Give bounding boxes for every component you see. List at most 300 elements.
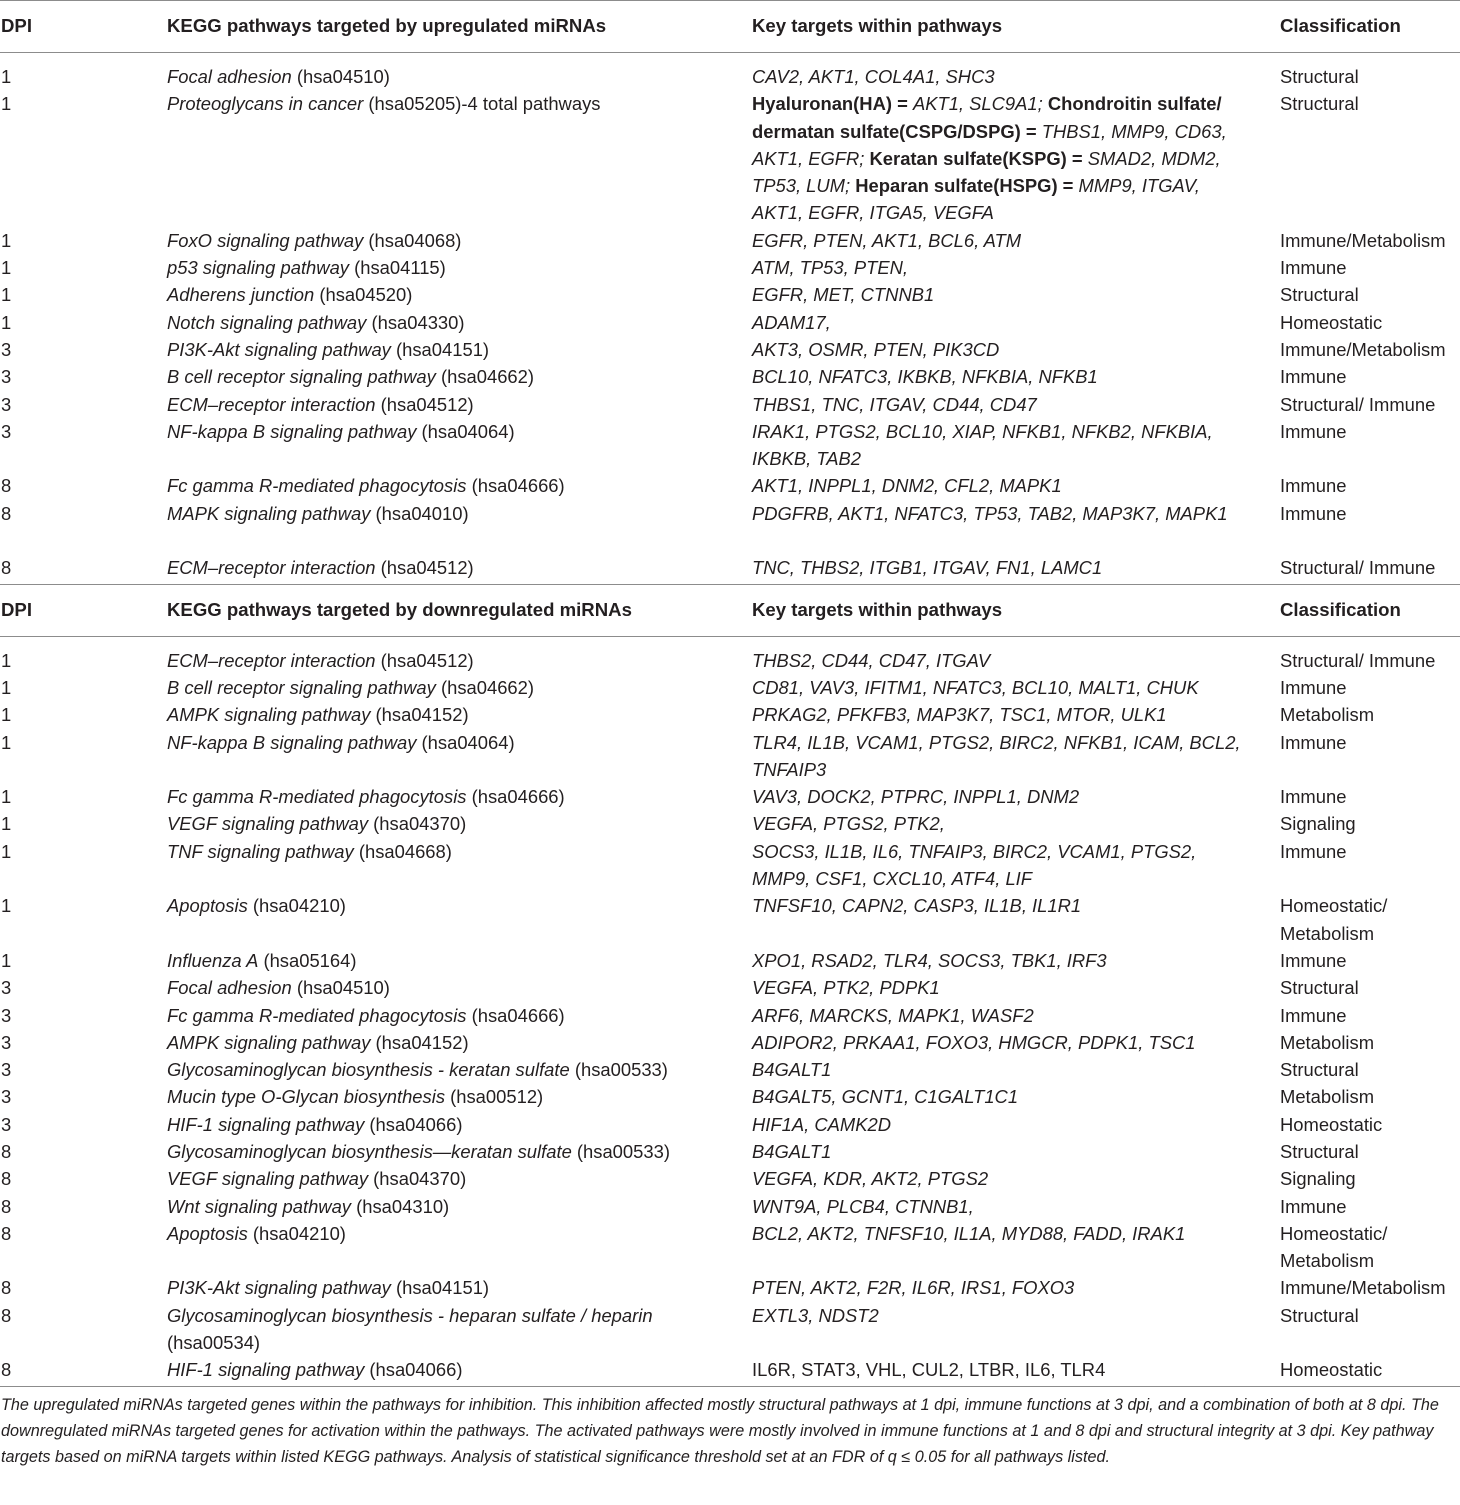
pathway-code: (hsa00512): [445, 1086, 544, 1108]
pathway-cell: [167, 1356, 462, 1383]
dpi-cell: 1: [1, 66, 12, 87]
pathway-code: (hsa04370): [368, 1168, 467, 1190]
downregulated-section: [0, 637, 1460, 1386]
key-targets-cell: [752, 647, 1252, 674]
table-row: [0, 391, 1460, 418]
pathway-cell: [167, 391, 474, 418]
classification-cell: Immune/Metabolism: [1280, 338, 1446, 360]
pathway-name: HIF-1 signaling pathway: [167, 1113, 365, 1135]
pathway-name: ECM–receptor interaction: [167, 557, 376, 579]
pathway-code: (hsa04330): [366, 311, 465, 333]
pathway-cell: [167, 674, 534, 701]
key-targets-cell: [752, 336, 1252, 363]
pathway-cell: [167, 701, 469, 728]
pathway-code: (hsa00534): [167, 1332, 261, 1354]
pathway-name: AMPK signaling pathway: [167, 704, 371, 726]
classification-cell: Homeostatic: [1280, 1359, 1383, 1381]
dpi-cell: 8: [1, 1168, 12, 1190]
pathway-name: Glycosaminoglycan biosynthesis - keratan sulfate: [167, 1059, 570, 1081]
target-genes: TNC, THBS2, ITGB1, ITGAV, FN1, LAMC1: [752, 557, 1103, 579]
header-dpi: DPI: [1, 598, 32, 620]
dpi-cell: 8: [1, 1222, 12, 1244]
classification-cell: Immune: [1280, 676, 1347, 698]
dpi-cell: 8: [1, 1195, 12, 1217]
target-genes: ARF6, MARCKS, MAPK1, WASF2: [752, 1004, 1034, 1026]
pathway-code: (hsa04510): [291, 66, 390, 87]
key-targets-cell: [752, 1029, 1252, 1056]
key-targets-cell: [752, 227, 1252, 254]
classification-cell: Homeostatic/ Metabolism: [1280, 895, 1388, 944]
pathway-cell: [167, 227, 461, 254]
pathway-name: NF-kappa B signaling pathway: [167, 420, 417, 442]
dpi-cell: 1: [1, 813, 12, 835]
table-row: [0, 227, 1460, 254]
key-targets-cell: [752, 1220, 1252, 1247]
header-row-downregulated: [0, 585, 1460, 636]
table-row: [0, 810, 1460, 837]
classification-cell: Signaling: [1280, 813, 1356, 835]
pathway-name: Fc gamma R-mediated phagocytosis: [167, 1004, 467, 1026]
key-targets-cell: [752, 892, 1252, 919]
pathway-code: (hsa04115): [349, 257, 446, 279]
pathway-cell: [167, 1302, 653, 1357]
proteoglycan-type: Chondroitin sulfate/ dermatan sulfate(CSPG/DSPG) =: [752, 93, 1222, 142]
pathway-code: (hsa05164): [258, 949, 357, 971]
pathway-code: (hsa04068): [363, 229, 462, 251]
key-targets-cell: [752, 309, 1252, 336]
dpi-cell: 8: [1, 502, 12, 524]
key-targets-cell: [752, 554, 1252, 581]
pathway-cell: [167, 783, 565, 810]
key-targets-cell: [752, 1056, 1252, 1083]
pathway-name: PI3K-Akt signaling pathway: [167, 1277, 391, 1299]
target-genes: AKT1, INPPL1, DNM2, CFL2, MAPK1: [752, 475, 1062, 497]
target-genes: ATM, TP53, PTEN,: [752, 257, 909, 279]
pathway-cell: [167, 838, 452, 865]
dpi-cell: 3: [1, 1004, 12, 1026]
pathway-name: AMPK signaling pathway: [167, 1031, 371, 1053]
classification-cell: Immune/Metabolism: [1280, 1277, 1446, 1299]
pathway-cell: [167, 281, 412, 308]
pathway-code: (hsa04520): [314, 284, 413, 306]
dpi-cell: 3: [1, 977, 12, 999]
pathway-cell: [167, 1165, 466, 1192]
classification-cell: Metabolism: [1280, 1086, 1375, 1108]
target-genes: B4GALT5, GCNT1, C1GALT1C1: [752, 1086, 1019, 1108]
pathway-code: (hsa04512): [375, 649, 474, 671]
dpi-cell: 1: [1, 840, 12, 862]
target-genes: EGFR, MET, CTNNB1: [752, 284, 935, 306]
key-targets-cell: [752, 1083, 1252, 1110]
target-genes: CD81, VAV3, IFITM1, NFATC3, BCL10, MALT1, CHUK: [752, 676, 1199, 698]
proteoglycan-type: Hyaluronan(HA) =: [752, 93, 913, 115]
pathway-cell: [167, 63, 390, 90]
classification-cell: Structural: [1280, 1141, 1359, 1162]
classification-cell: Immune: [1280, 1004, 1347, 1026]
table-row: [0, 1302, 1460, 1357]
pathway-code: (hsa05205)-4 total pathways: [363, 93, 601, 115]
classification-cell: Homeostatic/ Metabolism: [1280, 1222, 1388, 1272]
target-genes: VEGFA, KDR, AKT2, PTGS2: [752, 1168, 989, 1190]
pathway-cell: [167, 1002, 565, 1029]
pathway-code: (hsa04064): [416, 420, 515, 442]
table-row: [0, 838, 1460, 893]
pathway-code: (hsa04151): [390, 1277, 490, 1299]
pathway-cell: [167, 1029, 469, 1056]
pathway-name: Apoptosis: [167, 1222, 248, 1244]
dpi-cell: 3: [1, 1086, 12, 1108]
dpi-cell: 1: [1, 229, 12, 251]
classification-cell: Immune: [1280, 420, 1347, 442]
table-row: [0, 254, 1460, 281]
pathway-cell: [167, 90, 600, 117]
table-row: [0, 783, 1460, 810]
pathway-code: (hsa00533): [571, 1141, 670, 1162]
proteoglycan-type: Keratan sulfate(KSPG) =: [869, 147, 1088, 169]
dpi-cell: 1: [1, 93, 12, 115]
target-genes: B4GALT1: [752, 1059, 832, 1081]
target-genes: BCL10, NFATC3, IKBKB, NFKBIA, NFKB1: [752, 366, 1098, 388]
pathway-name: Influenza A: [167, 949, 259, 971]
table-row: [0, 974, 1460, 1001]
target-genes: THBS1, MMP9, CD63, AKT1, EGFR;: [752, 120, 1227, 169]
classification-cell: Metabolism: [1280, 704, 1375, 726]
key-targets-cell: [752, 63, 1252, 90]
pathway-code: (hsa04666): [466, 1004, 565, 1026]
target-genes: THBS1, TNC, ITGAV, CD44, CD47: [752, 393, 1037, 415]
pathway-cell: [167, 1111, 462, 1138]
key-targets-cell: [752, 391, 1252, 418]
target-genes: B4GALT1: [752, 1141, 832, 1162]
key-targets-cell: [752, 947, 1252, 974]
dpi-cell: 8: [1, 1304, 12, 1326]
table-row: [0, 1356, 1460, 1383]
target-genes: WNT9A, PLCB4, CTNNB1,: [752, 1195, 974, 1217]
classification-cell: Immune: [1280, 786, 1347, 808]
target-genes: THBS2, CD44, CD47, ITGAV: [752, 649, 991, 671]
table-row: [0, 1083, 1460, 1110]
key-targets-cell: [752, 363, 1252, 390]
key-targets-cell: [752, 500, 1252, 527]
dpi-cell: 3: [1, 1113, 12, 1135]
pathway-code: (hsa04662): [435, 676, 535, 698]
table-footnote: The upregulated miRNAs targeted genes within the pathways for inhibition. This inhibition affected mostly structural pathways at 1 dpi, immune functions at 3 dpi, and a combination of both at 8 dpi. The downregulated miRNAs targeted genes for activation within the pathways. The activated pathways were mostly involved in immune functions at 1 and 8 dpi and structural integrity at 3 dpi. Key pathway targets based on miRNA targets within listed KEGG pathways. Analysis of statistical significance threshold set at an FDR of q ≤ 0.05 for all pathways listed.: [1, 1395, 1439, 1467]
dpi-cell: 1: [1, 649, 12, 671]
pathway-name: Glycosaminoglycan biosynthesis—keratan sulfate: [167, 1141, 572, 1162]
pathway-code: (hsa04512): [375, 393, 474, 415]
dpi-cell: 1: [1, 949, 12, 971]
key-targets-cell: [752, 1274, 1252, 1301]
classification-cell: Immune: [1280, 1195, 1347, 1217]
classification-cell: Immune: [1280, 366, 1347, 388]
pathway-cell: [167, 947, 357, 974]
pathway-name: ECM–receptor interaction: [167, 649, 376, 671]
pathway-code: (hsa00533): [569, 1059, 668, 1081]
pathway-code: (hsa04510): [291, 977, 390, 999]
table-row: [0, 729, 1460, 784]
classification-cell: Metabolism: [1280, 1031, 1375, 1053]
classification-cell: Structural: [1280, 977, 1359, 999]
target-genes: ADIPOR2, PRKAA1, FOXO3, HMGCR, PDPK1, TSC1: [752, 1031, 1196, 1053]
target-genes: VAV3, DOCK2, PTPRC, INPPL1, DNM2: [752, 786, 1080, 808]
dpi-cell: 3: [1, 1031, 12, 1053]
pathway-name: B cell receptor signaling pathway: [167, 366, 436, 388]
pathway-name: Mucin type O-Glycan biosynthesis: [167, 1086, 446, 1108]
pathway-code: (hsa04151): [390, 338, 490, 360]
pathway-code: (hsa04066): [364, 1359, 463, 1381]
table-row: [0, 701, 1460, 728]
table-row: [0, 281, 1460, 308]
key-targets-cell: [752, 974, 1252, 1001]
key-targets-cell: [752, 838, 1252, 893]
pathway-cell: [167, 254, 446, 281]
key-targets-cell: [752, 281, 1252, 308]
header-key-targets: Key targets within pathways: [752, 15, 1003, 36]
key-targets-cell: [752, 783, 1252, 810]
pathway-name: TNF signaling pathway: [167, 840, 354, 862]
target-genes: MMP9, ITGAV, AKT1, EGFR, ITGA5, VEGFA: [752, 175, 1200, 224]
table-row: [0, 1274, 1460, 1301]
target-genes: IRAK1, PTGS2, BCL10, XIAP, NFKB1, NFKB2, NFKBIA, IKBKB, TAB2: [752, 420, 1213, 470]
table-row: [0, 1193, 1460, 1220]
dpi-cell: 1: [1, 895, 12, 917]
classification-cell: Immune: [1280, 502, 1347, 524]
classification-cell: Signaling: [1280, 1168, 1356, 1190]
table-row: [0, 1029, 1460, 1056]
pathway-name: Glycosaminoglycan biosynthesis - heparan sulfate / heparin: [167, 1304, 653, 1326]
pathway-name: VEGF signaling pathway: [167, 1168, 369, 1190]
dpi-cell: 1: [1, 731, 12, 753]
pathway-cell: [167, 647, 474, 674]
classification-cell: Structural: [1280, 1059, 1359, 1081]
key-targets-cell: [752, 1193, 1252, 1220]
table-row: [0, 418, 1460, 473]
table-row: [0, 336, 1460, 363]
dpi-cell: 3: [1, 1059, 12, 1081]
classification-cell: Homeostatic: [1280, 311, 1383, 333]
classification-cell: Structural: [1280, 93, 1359, 115]
table-row: [0, 1220, 1460, 1275]
pathway-code: (hsa04152): [370, 1031, 469, 1053]
header-key-targets: Key targets within pathways: [752, 598, 1003, 620]
pathway-code: (hsa04010): [370, 502, 469, 524]
header-down-pathways: KEGG pathways targeted by downregulated miRNAs: [167, 598, 632, 620]
classification-cell: Immune: [1280, 475, 1347, 497]
target-genes: VEGFA, PTK2, PDPK1: [752, 977, 940, 999]
dpi-cell: 8: [1, 1141, 12, 1162]
dpi-cell: 1: [1, 676, 12, 698]
pathway-name: Focal adhesion: [167, 977, 292, 999]
key-targets-cell: [752, 254, 1252, 281]
pathway-code: (hsa04666): [466, 786, 565, 808]
classification-cell: Structural: [1280, 66, 1359, 87]
table-row: [0, 674, 1460, 701]
pathway-name: Wnt signaling pathway: [167, 1195, 352, 1217]
pathway-name: FoxO signaling pathway: [167, 229, 364, 251]
pathway-code: (hsa04666): [466, 475, 565, 497]
header-dpi: DPI: [1, 15, 32, 36]
target-genes: ADAM17,: [752, 311, 831, 333]
header-classification: Classification: [1280, 15, 1401, 36]
table-row: [0, 1002, 1460, 1029]
table-row: [0, 554, 1460, 581]
table-row: [0, 363, 1460, 390]
pathway-cell: [167, 500, 469, 527]
target-genes: CAV2, AKT1, COL4A1, SHC3: [752, 66, 995, 87]
key-targets-cell: [752, 674, 1252, 701]
key-targets-cell: [752, 810, 1252, 837]
pathway-cell: [167, 1056, 668, 1083]
target-genes: AKT3, OSMR, PTEN, PIK3CD: [752, 338, 1000, 360]
key-targets-cell: [752, 1002, 1252, 1029]
upregulated-section: [0, 53, 1460, 584]
target-genes: PDGFRB, AKT1, NFATC3, TP53, TAB2, MAP3K7, MAPK1: [752, 502, 1228, 524]
target-genes: VEGFA, PTGS2, PTK2,: [752, 813, 945, 835]
pathway-code: (hsa04064): [416, 731, 515, 753]
dpi-cell: 3: [1, 420, 12, 442]
classification-cell: Immune: [1280, 840, 1347, 862]
pathway-cell: [167, 1138, 670, 1165]
pathway-cell: [167, 1220, 346, 1247]
pathway-code: (hsa04310): [351, 1195, 450, 1217]
key-targets-cell: [752, 418, 1252, 473]
target-genes: SOCS3, IL1B, IL6, TNFAIP3, BIRC2, VCAM1, PTGS2, MMP9, CSF1, CXCL10, ATF4, LIF: [752, 840, 1197, 890]
pathway-name: Fc gamma R-mediated phagocytosis: [167, 786, 467, 808]
key-targets-cell: [752, 1356, 1252, 1383]
pathway-name: ECM–receptor interaction: [167, 393, 376, 415]
table-row: [0, 1056, 1460, 1083]
table-row: [0, 1165, 1460, 1192]
pathway-name: Proteoglycans in cancer: [167, 93, 364, 115]
dpi-cell: 1: [1, 704, 12, 726]
key-targets-cell: [752, 1111, 1252, 1138]
pathway-code: (hsa04668): [353, 840, 452, 862]
table-row: [0, 892, 1460, 947]
pathway-name: Notch signaling pathway: [167, 311, 367, 333]
table-row: [0, 1111, 1460, 1138]
target-genes: PRKAG2, PFKFB3, MAP3K7, TSC1, MTOR, ULK1: [752, 704, 1167, 726]
proteoglycan-type: Heparan sulfate(HSPG) =: [855, 175, 1079, 197]
pathway-name: B cell receptor signaling pathway: [167, 676, 436, 698]
pathway-code: (hsa04066): [364, 1113, 463, 1135]
dpi-cell: 1: [1, 257, 12, 279]
key-targets-cell: [752, 729, 1252, 784]
classification-cell: Structural: [1280, 284, 1359, 306]
target-genes: XPO1, RSAD2, TLR4, SOCS3, TBK1, IRF3: [752, 949, 1107, 971]
target-genes: TLR4, IL1B, VCAM1, PTGS2, BIRC2, NFKB1, ICAM, BCL2, TNFAIP3: [752, 731, 1241, 780]
pathway-name: Apoptosis: [167, 895, 248, 917]
pathway-code: (hsa04370): [368, 813, 467, 835]
pathway-name: Adherens junction: [167, 284, 315, 306]
target-genes: HIF1A, CAMK2D: [752, 1113, 891, 1135]
pathway-name: Fc gamma R-mediated phagocytosis: [167, 475, 467, 497]
target-genes: IL6R, STAT3, VHL, CUL2, LTBR, IL6, TLR4: [752, 1359, 1106, 1381]
classification-cell: Immune: [1280, 949, 1347, 971]
dpi-cell: 8: [1, 475, 12, 497]
table-row: [0, 90, 1460, 227]
classification-cell: Homeostatic: [1280, 1113, 1383, 1135]
pathway-cell: [167, 554, 474, 581]
classification-cell: Immune/Metabolism: [1280, 229, 1446, 251]
dpi-cell: 1: [1, 786, 12, 808]
key-targets-cell: [752, 1165, 1252, 1192]
pathway-code: (hsa04152): [370, 704, 469, 726]
pathway-name: VEGF signaling pathway: [167, 813, 369, 835]
pathway-code: (hsa04210): [247, 1222, 346, 1244]
dpi-cell: 8: [1, 557, 12, 579]
target-genes: BCL2, AKT2, TNFSF10, IL1A, MYD88, FADD, IRAK1: [752, 1222, 1186, 1244]
target-genes: EXTL3, NDST2: [752, 1304, 879, 1326]
dpi-cell: 8: [1, 1359, 12, 1381]
pathway-cell: [167, 309, 465, 336]
dpi-cell: 3: [1, 393, 12, 415]
pathway-name: MAPK signaling pathway: [167, 502, 371, 524]
header-classification: Classification: [1280, 598, 1401, 620]
table-row: [0, 472, 1460, 499]
pathway-code: (hsa04512): [375, 557, 474, 579]
pathway-code: (hsa04210): [247, 895, 346, 917]
dpi-cell: 1: [1, 311, 12, 333]
key-targets-cell: [752, 90, 1252, 226]
key-targets-cell: [752, 472, 1252, 499]
classification-cell: Structural/ Immune: [1280, 649, 1436, 671]
pathway-cell: [167, 892, 346, 919]
key-targets-cell: [752, 701, 1252, 728]
classification-cell: Structural: [1280, 1304, 1359, 1326]
target-genes: PTEN, AKT2, F2R, IL6R, IRS1, FOXO3: [752, 1277, 1075, 1299]
table-row: [0, 63, 1460, 90]
pathway-cell: [167, 1274, 489, 1301]
pathway-code: (hsa04662): [435, 366, 535, 388]
table-row: [0, 1138, 1460, 1165]
dpi-cell: 1: [1, 284, 12, 306]
pathway-cell: [167, 729, 515, 756]
table-row: [0, 647, 1460, 674]
classification-cell: Immune: [1280, 257, 1347, 279]
pathway-cell: [167, 810, 466, 837]
table-row: [0, 500, 1460, 555]
pathway-cell: [167, 472, 565, 499]
target-genes: TNFSF10, CAPN2, CASP3, IL1B, IL1R1: [752, 895, 1082, 917]
pathway-name: PI3K-Akt signaling pathway: [167, 338, 391, 360]
dpi-cell: 3: [1, 366, 12, 388]
pathway-cell: [167, 1083, 543, 1110]
key-targets-cell: [752, 1138, 1252, 1165]
header-row-upregulated: [0, 1, 1460, 52]
classification-cell: Immune: [1280, 731, 1347, 753]
classification-cell: Structural/ Immune: [1280, 393, 1436, 415]
key-targets-cell: [752, 1302, 1252, 1329]
pathway-cell: [167, 363, 534, 390]
classification-cell: Structural/ Immune: [1280, 557, 1436, 579]
pathway-cell: [167, 336, 489, 363]
pathway-cell: [167, 974, 390, 1001]
pathway-name: p53 signaling pathway: [167, 257, 349, 279]
pathway-cell: [167, 1193, 449, 1220]
target-genes: AKT1, SLC9A1;: [912, 93, 1048, 115]
pathway-name: HIF-1 signaling pathway: [167, 1359, 365, 1381]
pathway-name: NF-kappa B signaling pathway: [167, 731, 417, 753]
header-up-pathways: KEGG pathways targeted by upregulated miRNAs: [167, 15, 607, 36]
target-genes: EGFR, PTEN, AKT1, BCL6, ATM: [752, 229, 1022, 251]
dpi-cell: 3: [1, 338, 12, 360]
table-row: [0, 309, 1460, 336]
pathway-cell: [167, 418, 515, 445]
dpi-cell: 8: [1, 1277, 12, 1299]
pathway-name: Focal adhesion: [167, 66, 292, 87]
table-row: [0, 947, 1460, 974]
target-genes: SMAD2, MDM2, TP53, LUM;: [752, 147, 1221, 197]
